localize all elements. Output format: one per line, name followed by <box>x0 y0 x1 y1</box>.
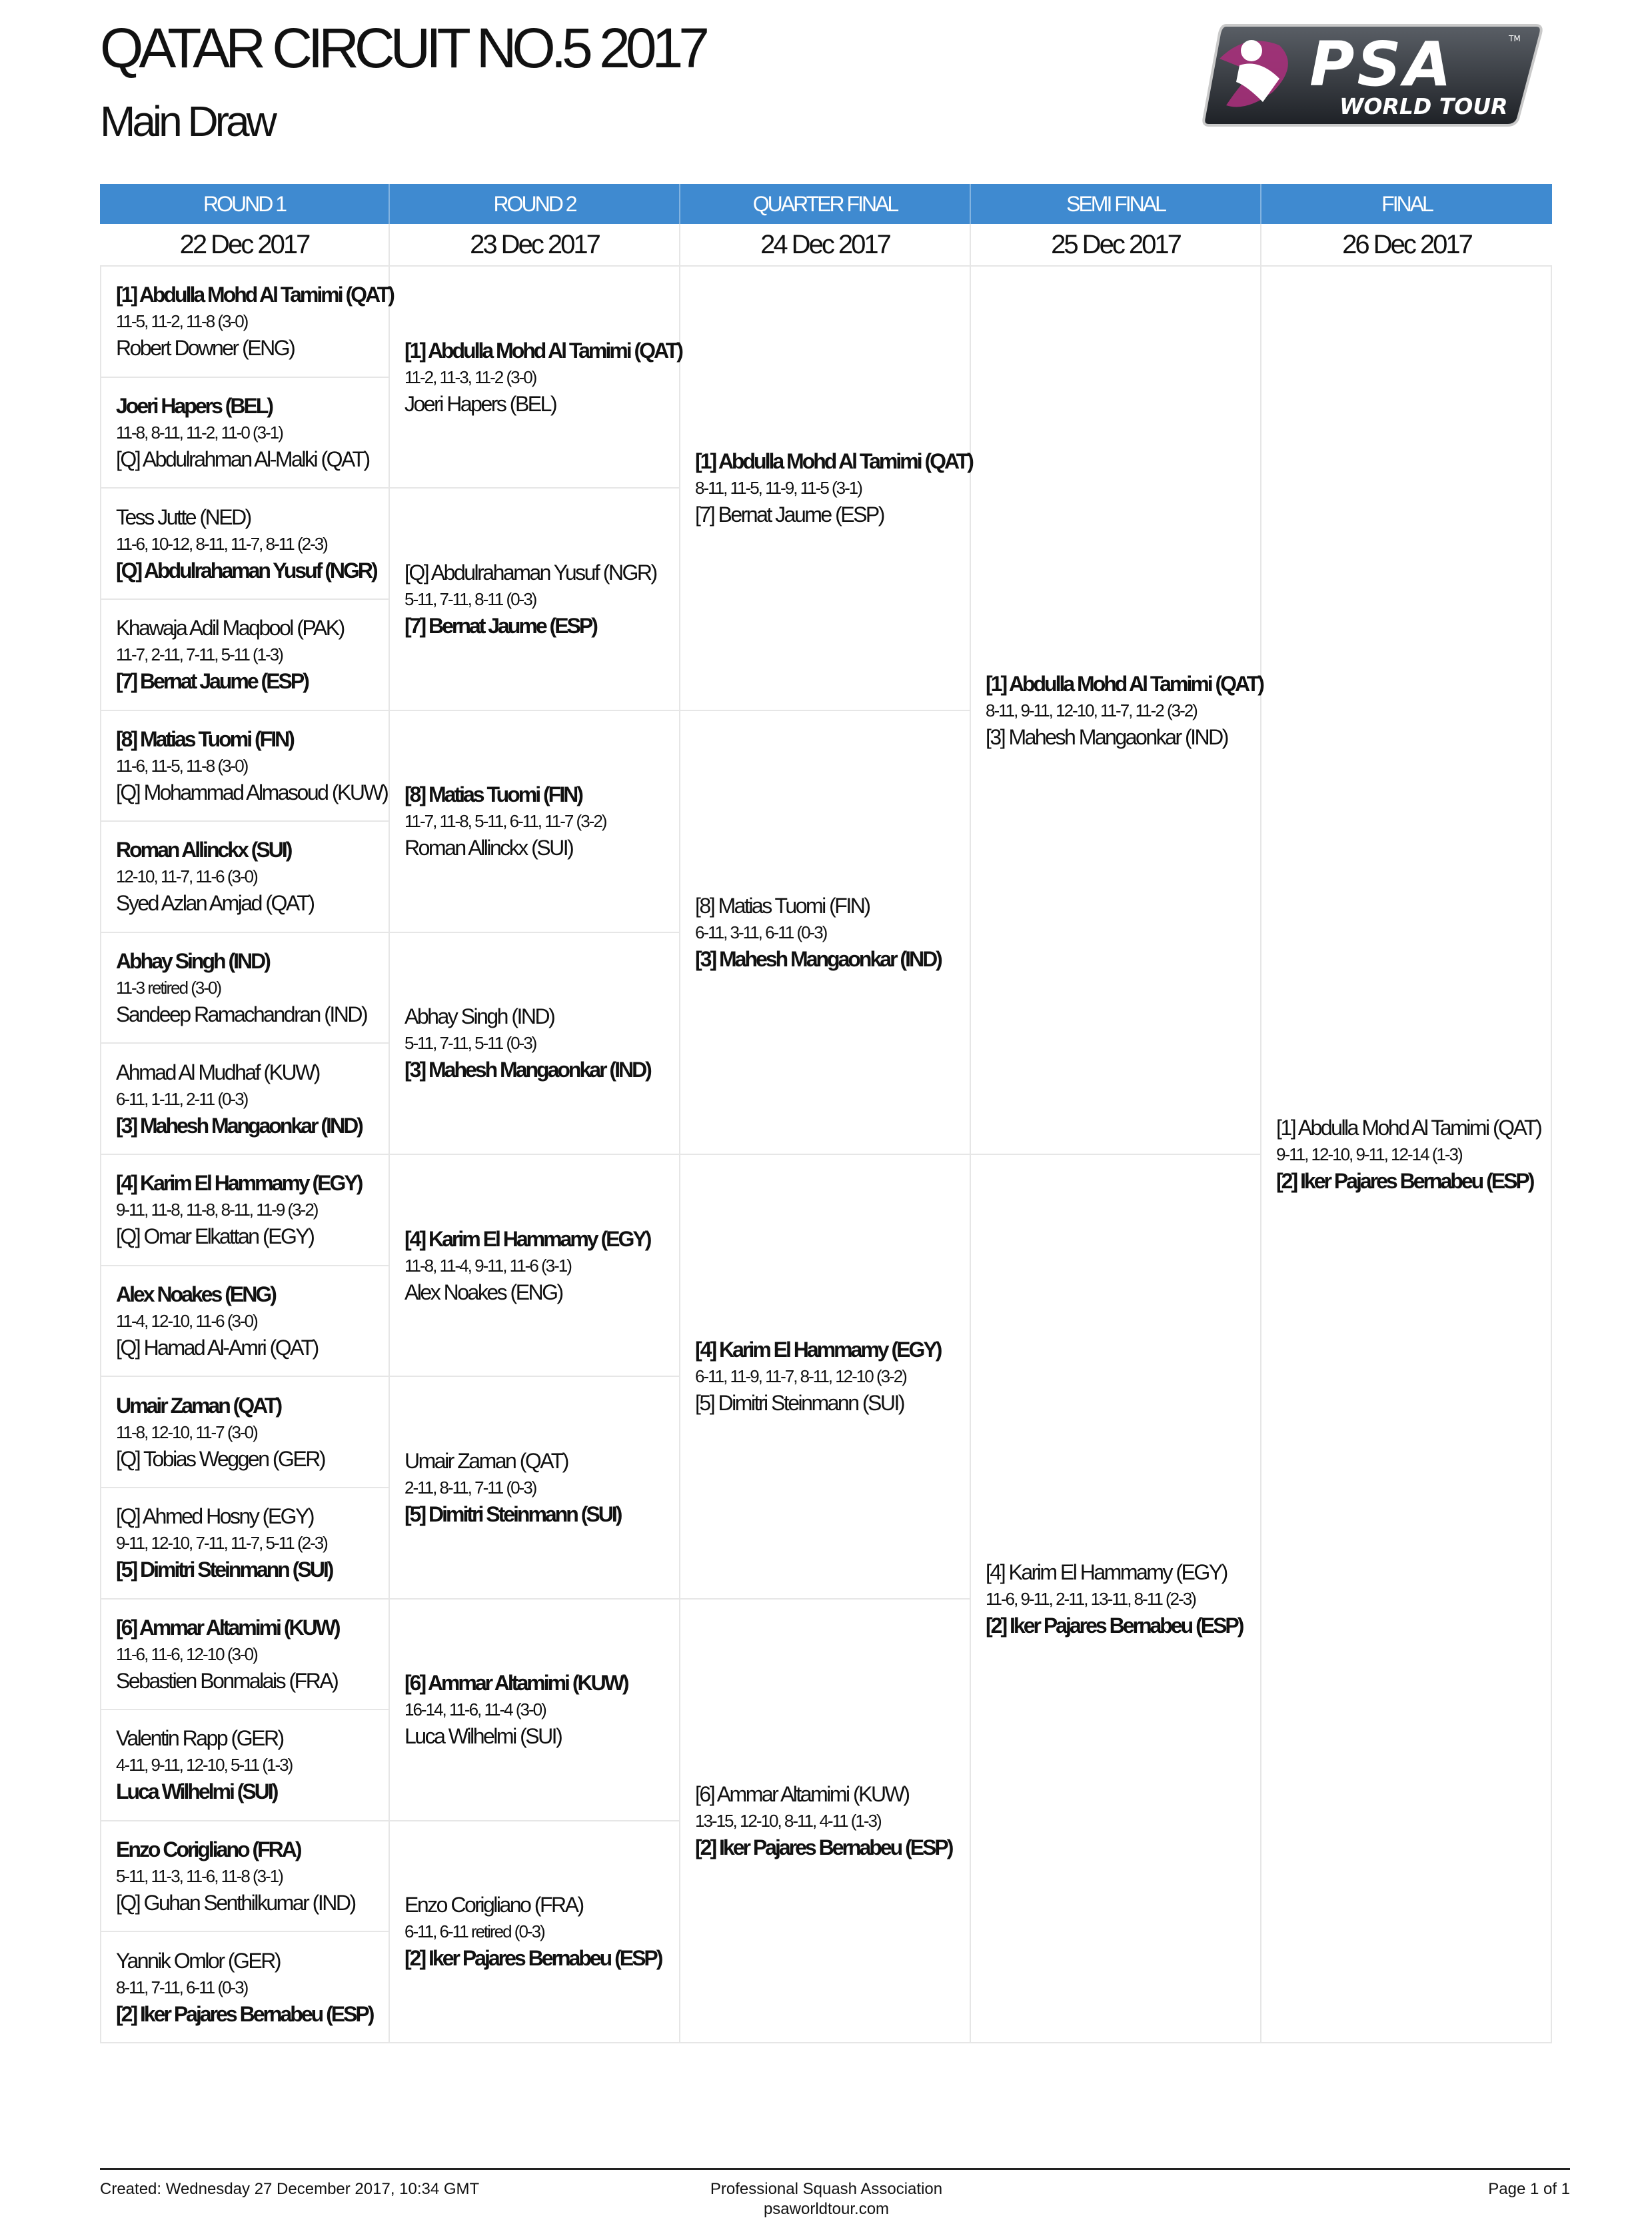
match-score: 11-8, 11-4, 9-11, 11-6 (3-1) <box>405 1255 571 1276</box>
player-top: Roman Allinckx (SUI) <box>116 838 291 862</box>
player-bottom: [5] Dimitri Steinmann (SUI) <box>116 1558 333 1582</box>
footer-website: psaworldtour.com <box>763 2200 890 2218</box>
match-cell <box>390 489 679 710</box>
player-top: [1] Abdulla Mohd Al Tamimi (QAT) <box>1276 1116 1541 1140</box>
player-bottom: Sebastien Bonmalais (FRA) <box>116 1668 338 1693</box>
draw-table <box>100 184 1552 2043</box>
player-top: [4] Karim El Hammamy (EGY) <box>405 1226 650 1251</box>
match-score: 5-11, 7-11, 5-11 (0-3) <box>405 1033 536 1054</box>
match-cell <box>101 489 389 600</box>
match-cell <box>1261 267 1551 2043</box>
player-bottom: [Q] Guhan Senthilkumar (IND) <box>116 1891 355 1915</box>
match-cell <box>390 933 679 1155</box>
player-top: [8] Matias Tuomi (FIN) <box>695 893 870 918</box>
match-score: 5-11, 7-11, 8-11 (0-3) <box>405 588 536 609</box>
player-bottom: [5] Dimitri Steinmann (SUI) <box>405 1502 621 1526</box>
match-score: 11-8, 8-11, 11-2, 11-0 (3-1) <box>116 422 283 443</box>
page-title: QATAR CIRCUIT NO.5 2017 <box>100 17 705 79</box>
round-column <box>1261 267 1552 2043</box>
player-top: Joeri Hapers (BEL) <box>116 393 273 418</box>
player-top: [Q] Ahmed Hosny (EGY) <box>116 1504 314 1529</box>
match-score: 11-6, 10-12, 8-11, 11-7, 8-11 (2-3) <box>116 533 327 554</box>
player-top: Tess Jutte (NED) <box>116 505 251 529</box>
match-cell <box>101 1377 389 1488</box>
round-header: QUARTER FINAL <box>680 184 971 224</box>
player-top: Yannik Omlor (GER) <box>116 1948 281 1973</box>
player-top: [4] Karim El Hammamy (EGY) <box>986 1560 1227 1584</box>
player-bottom: [5] Dimitri Steinmann (SUI) <box>695 1391 904 1416</box>
match-score: 11-5, 11-2, 11-8 (3-0) <box>116 311 248 332</box>
match-score: 11-3 retired (3-0) <box>116 978 221 998</box>
player-top: [6] Ammar Altamimi (KUW) <box>116 1615 339 1640</box>
match-cell <box>101 1600 389 1711</box>
player-top: Enzo Corigliano (FRA) <box>116 1837 301 1862</box>
player-top: [1] Abdulla Mohd Al Tamimi (QAT) <box>986 671 1263 696</box>
footer-created: Created: Wednesday 27 December 2017, 10:34 GMT <box>100 2180 480 2198</box>
player-bottom: [Q] Hamad Al-Amri (QAT) <box>116 1335 318 1360</box>
player-bottom: [Q] Abdulrahaman Yusuf (NGR) <box>116 558 377 582</box>
player-top: [1] Abdulla Mohd Al Tamimi (QAT) <box>695 449 972 474</box>
match-cell <box>680 1155 970 1600</box>
match-score: 11-6, 9-11, 2-11, 13-11, 8-11 (2-3) <box>986 1588 1196 1609</box>
match-cell <box>680 267 970 711</box>
match-cell <box>101 933 389 1044</box>
player-top: Abhay Singh (IND) <box>116 949 269 974</box>
player-bottom: [3] Mahesh Mangaonkar (IND) <box>405 1058 650 1082</box>
player-top: Ahmad Al Mudhaf (KUW) <box>116 1060 319 1084</box>
match-cell <box>101 1266 389 1378</box>
match-cell <box>390 1821 679 2043</box>
round-column <box>390 267 680 2043</box>
match-score: 11-7, 11-8, 5-11, 6-11, 11-7 (3-2) <box>405 811 606 832</box>
footer-org-name: Professional Squash Association <box>710 2180 943 2198</box>
player-bottom: [7] Bernat Jaume (ESP) <box>405 613 596 638</box>
round-header: ROUND 2 <box>390 184 680 224</box>
match-score: 8-11, 9-11, 12-10, 11-7, 11-2 (3-2) <box>986 700 1197 720</box>
player-bottom: [2] Iker Pajares Bernabeu (ESP) <box>1276 1169 1533 1193</box>
round-date: 26 Dec 2017 <box>1342 229 1471 259</box>
match-cell <box>101 1044 389 1155</box>
psa-world-tour-logo <box>1200 19 1546 131</box>
round-column <box>100 267 393 2043</box>
player-bottom: Robert Downer (ENG) <box>116 336 295 361</box>
match-score: 8-11, 11-5, 11-9, 11-5 (3-1) <box>695 478 862 499</box>
player-top: Valentin Rapp (GER) <box>116 1726 283 1751</box>
player-top: Alex Noakes (ENG) <box>116 1282 275 1306</box>
match-cell <box>101 1488 389 1600</box>
player-top: [8] Matias Tuomi (FIN) <box>116 726 293 751</box>
round-header: FINAL <box>1381 191 1432 216</box>
match-score: 6-11, 11-9, 11-7, 8-11, 12-10 (3-2) <box>695 1366 906 1387</box>
match-score: 11-7, 2-11, 7-11, 5-11 (1-3) <box>116 644 283 665</box>
match-cell <box>390 1600 679 1821</box>
match-score: 11-6, 11-5, 11-8 (3-0) <box>116 755 248 776</box>
round-date: 24 Dec 2017 <box>680 224 971 265</box>
player-top: Umair Zaman (QAT) <box>116 1393 281 1418</box>
player-top: [4] Karim El Hammamy (EGY) <box>695 1338 941 1362</box>
player-bottom: [Q] Omar Elkattan (EGY) <box>116 1224 314 1249</box>
match-score: 5-11, 11-3, 11-6, 11-8 (3-1) <box>116 1866 283 1887</box>
player-bottom: [3] Mahesh Mangaonkar (IND) <box>116 1113 362 1138</box>
player-top: [1] Abdulla Mohd Al Tamimi (QAT) <box>116 283 393 307</box>
round-date: 23 Dec 2017 <box>390 224 680 265</box>
player-top: [1] Abdulla Mohd Al Tamimi (QAT) <box>405 338 682 363</box>
match-score: 9-11, 12-10, 7-11, 11-7, 5-11 (2-3) <box>116 1533 327 1554</box>
match-cell <box>101 1710 389 1821</box>
match-cell <box>390 267 682 489</box>
match-score: 8-11, 7-11, 6-11 (0-3) <box>116 1977 248 1997</box>
match-score: 13-15, 12-10, 8-11, 4-11 (1-3) <box>695 1810 881 1831</box>
player-bottom: [7] Bernat Jaume (ESP) <box>116 669 308 694</box>
match-cell <box>101 267 393 378</box>
match-cell <box>680 1600 970 2044</box>
player-bottom: Alex Noakes (ENG) <box>405 1280 562 1304</box>
player-top: Enzo Corigliano (FRA) <box>405 1893 583 1917</box>
match-cell <box>390 1155 679 1377</box>
player-top: [8] Matias Tuomi (FIN) <box>405 782 582 807</box>
player-bottom: Sandeep Ramachandran (IND) <box>116 1002 367 1027</box>
player-top: Abhay Singh (IND) <box>405 1004 554 1029</box>
player-top: Khawaja Adil Maqbool (PAK) <box>116 616 344 640</box>
round-column <box>680 267 971 2043</box>
match-score: 11-2, 11-3, 11-2 (3-0) <box>405 367 536 387</box>
match-cell <box>101 1155 389 1266</box>
match-score: 11-4, 12-10, 11-6 (3-0) <box>116 1310 257 1331</box>
player-top: Umair Zaman (QAT) <box>405 1448 568 1473</box>
match-score: 2-11, 8-11, 7-11 (0-3) <box>405 1477 536 1498</box>
match-cell <box>101 1932 389 2043</box>
match-cell <box>390 711 679 933</box>
match-cell <box>101 1821 389 1933</box>
round-header-row <box>100 184 1552 224</box>
round-header: SEMI FINAL <box>971 184 1261 224</box>
footer-page-number: Page 1 of 1 <box>1488 2180 1570 2198</box>
player-bottom: [7] Bernat Jaume (ESP) <box>695 503 884 527</box>
match-score: 6-11, 1-11, 2-11 (0-3) <box>116 1088 248 1109</box>
match-cell <box>101 378 389 489</box>
match-cell <box>971 267 1263 1155</box>
player-top: [4] Karim El Hammamy (EGY) <box>116 1171 362 1196</box>
page-subtitle: Main Draw <box>100 97 274 145</box>
match-score: 11-8, 12-10, 11-7 (3-0) <box>116 1422 257 1442</box>
player-bottom: [Q] Mohammad Almasoud (KUW) <box>116 780 388 804</box>
round-date: 22 Dec 2017 <box>100 224 390 265</box>
player-top: [Q] Abdulrahaman Yusuf (NGR) <box>405 560 656 584</box>
player-bottom: [2] Iker Pajares Bernabeu (ESP) <box>405 1946 662 1971</box>
round-date: 25 Dec 2017 <box>971 224 1261 265</box>
logo-main-text: PSA <box>1309 29 1454 100</box>
match-cell <box>971 1155 1260 2043</box>
player-bottom: Luca Wilhelmi (SUI) <box>405 1724 562 1749</box>
player-bottom: [3] Mahesh Mangaonkar (IND) <box>986 724 1228 749</box>
player-bottom: [3] Mahesh Mangaonkar (IND) <box>695 946 941 971</box>
match-cell <box>101 600 389 711</box>
match-score: 9-11, 11-8, 11-8, 8-11, 11-9 (3-2) <box>116 1200 318 1220</box>
footer-organization <box>666 2179 986 2219</box>
player-bottom: [2] Iker Pajares Bernabeu (ESP) <box>986 1613 1243 1638</box>
player-bottom: Luca Wilhelmi (SUI) <box>116 1779 277 1804</box>
match-score: 4-11, 9-11, 12-10, 5-11 (1-3) <box>116 1755 293 1775</box>
match-cell <box>101 711 389 822</box>
bracket <box>100 267 1552 2043</box>
player-bottom: Roman Allinckx (SUI) <box>405 836 573 860</box>
match-score: 6-11, 3-11, 6-11 (0-3) <box>695 922 827 942</box>
player-bottom: [2] Iker Pajares Bernabeu (ESP) <box>116 2001 373 2026</box>
player-bottom: [2] Iker Pajares Bernabeu (ESP) <box>695 1835 952 1859</box>
match-score: 11-6, 11-6, 12-10 (3-0) <box>116 1644 257 1664</box>
match-cell <box>680 711 970 1156</box>
match-cell <box>101 822 389 933</box>
player-bottom: [Q] Abdulrahman Al-Malki (QAT) <box>116 447 369 471</box>
logo-sub-text: WORLD TOUR <box>1339 93 1508 119</box>
match-score: 12-10, 11-7, 11-6 (3-0) <box>116 866 257 887</box>
round-column <box>971 267 1261 2043</box>
player-top: [6] Ammar Altamimi (KUW) <box>695 1781 909 1806</box>
date-row <box>100 224 1552 267</box>
match-cell <box>390 1377 679 1599</box>
player-top: [6] Ammar Altamimi (KUW) <box>405 1671 628 1695</box>
player-bottom: Syed Azlan Amjad (QAT) <box>116 891 314 916</box>
logo-tm-text: TM <box>1509 34 1521 43</box>
player-bottom: [Q] Tobias Weggen (GER) <box>116 1446 325 1471</box>
match-score: 6-11, 6-11 retired (0-3) <box>405 1921 544 1942</box>
footer-divider <box>100 2168 1570 2170</box>
match-score: 16-14, 11-6, 11-4 (3-0) <box>405 1699 546 1720</box>
round-header: ROUND 1 <box>100 184 390 224</box>
player-bottom: Joeri Hapers (BEL) <box>405 391 556 416</box>
match-score: 9-11, 12-10, 9-11, 12-14 (1-3) <box>1276 1144 1462 1164</box>
